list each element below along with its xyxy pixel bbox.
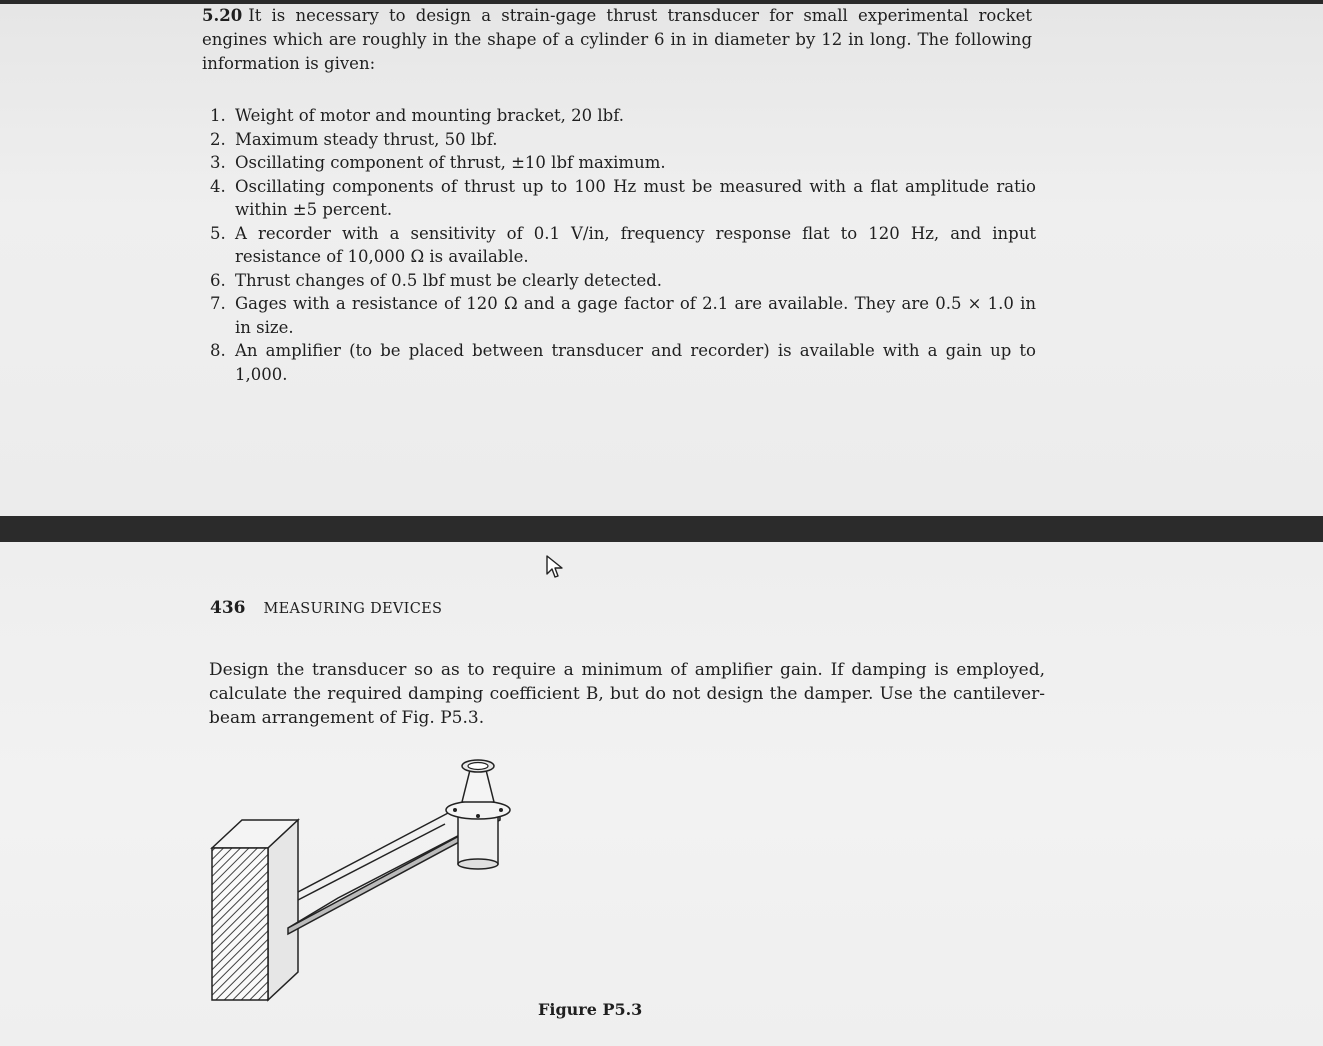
cantilever-beam-figure — [200, 752, 540, 1014]
list-item: 7. Gages with a resistance of 120 Ω and a gage factor of 2.1 are available. They are 0.5 × 1.0 in in size. — [210, 294, 1036, 337]
rocket-motor-mount — [446, 760, 510, 869]
upper-page — [0, 0, 1323, 516]
list-item: 3. Oscillating component of thrust, ±10 lbf maximum. — [210, 153, 666, 172]
problem-intro: It is necessary to design a strain-gage thrust transducer for small experimental rocket engines which are roughly in the shape of a cylinder 6 in in diameter by 12 in long. The following information is given: — [202, 6, 1032, 73]
design-instructions: Design the transducer so as to require a minimum of amplifier gain. If damping is employed, calculate the required damping coefficient B, but do not design the damper. Use the cantilever-beam arrangement of Fig. P5.3. — [209, 660, 1045, 728]
list-item: 2. Maximum steady thrust, 50 lbf. — [210, 129, 498, 149]
section-title: MEASURING DEVICES — [263, 601, 443, 617]
mouse-cursor-icon — [545, 554, 567, 580]
list-item: 4. Oscillating components of thrust up to 100 Hz must be measured with a flat amplitude ratio within ±5 percent. — [210, 176, 1036, 219]
problem-statement — [202, 4, 1032, 76]
list-item: 8. An amplifier (to be placed between transducer and recorder) is available with a gain up to 1,000. — [210, 341, 1036, 384]
list-item: 5. A recorder with a sensitivity of 0.1 V/in, frequency response flat to 120 Hz, and input resistance of 10,000 Ω is available. — [210, 223, 1036, 266]
given-information-list — [210, 104, 1036, 386]
list-item: 6. Thrust changes of 0.5 lbf must be clearly detected. — [210, 270, 663, 290]
problem-number: 5.20 — [202, 6, 243, 25]
page-number: 436 — [210, 598, 246, 618]
lower-page — [0, 542, 1323, 1046]
wall-block — [212, 820, 298, 1000]
page-divider — [0, 516, 1323, 542]
figure-caption: Figure P5.3 — [538, 1000, 643, 1019]
list-item: 1. Weight of motor and mounting bracket, 20 lbf. — [210, 106, 624, 125]
running-header — [210, 598, 442, 618]
